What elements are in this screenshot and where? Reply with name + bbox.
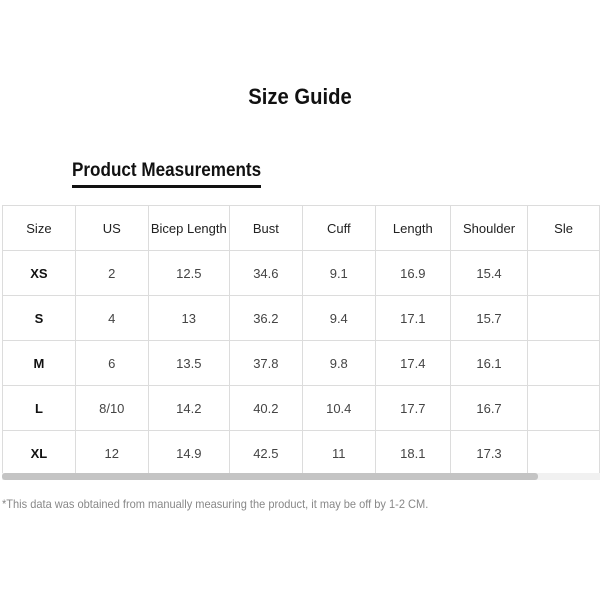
measurement-note: *This data was obtained from manually measuring the product, it may be off by 1-2 CM. xyxy=(2,497,429,511)
table-header-cell: Length xyxy=(375,206,450,251)
size-table-container[interactable] xyxy=(0,205,600,480)
table-cell: 10.4 xyxy=(302,386,375,431)
table-cell xyxy=(528,341,600,386)
table-cell: 4 xyxy=(75,296,148,341)
page-title: Size Guide xyxy=(248,84,352,109)
table-cell: 12.5 xyxy=(148,251,229,296)
table-cell: 6 xyxy=(75,341,148,386)
table-header-cell: Shoulder xyxy=(450,206,527,251)
table-cell: 17.3 xyxy=(450,431,527,476)
table-header-cell: Bicep Length xyxy=(148,206,229,251)
table-cell: 17.4 xyxy=(375,341,450,386)
table-cell xyxy=(528,431,600,476)
horizontal-scrollbar[interactable] xyxy=(2,473,600,480)
table-cell: 11 xyxy=(302,431,375,476)
size-label-cell: M xyxy=(3,341,76,386)
size-table xyxy=(2,205,600,476)
table-cell: 34.6 xyxy=(229,251,302,296)
table-header-cell: US xyxy=(75,206,148,251)
table-cell: 15.4 xyxy=(450,251,527,296)
table-cell xyxy=(528,251,600,296)
section-title: Product Measurements xyxy=(72,160,261,188)
table-header-row xyxy=(3,206,600,251)
table-cell: 42.5 xyxy=(229,431,302,476)
table-cell: 16.7 xyxy=(450,386,527,431)
table-cell: 16.1 xyxy=(450,341,527,386)
size-label-cell: XS xyxy=(3,251,76,296)
table-cell: 40.2 xyxy=(229,386,302,431)
table-cell: 16.9 xyxy=(375,251,450,296)
table-cell: 14.2 xyxy=(148,386,229,431)
size-label-cell: S xyxy=(3,296,76,341)
table-cell: 15.7 xyxy=(450,296,527,341)
table-header-cell: Bust xyxy=(229,206,302,251)
size-label-cell: XL xyxy=(3,431,76,476)
table-cell: 9.8 xyxy=(302,341,375,386)
size-label-cell: L xyxy=(3,386,76,431)
table-cell: 9.1 xyxy=(302,251,375,296)
table-row xyxy=(3,251,600,296)
table-cell: 13 xyxy=(148,296,229,341)
table-row xyxy=(3,386,600,431)
table-row xyxy=(3,296,600,341)
table-cell: 18.1 xyxy=(375,431,450,476)
table-cell: 14.9 xyxy=(148,431,229,476)
table-header-cell: Size xyxy=(3,206,76,251)
table-cell: 36.2 xyxy=(229,296,302,341)
table-cell xyxy=(528,296,600,341)
table-cell: 17.7 xyxy=(375,386,450,431)
scrollbar-thumb[interactable] xyxy=(2,473,538,480)
table-cell: 37.8 xyxy=(229,341,302,386)
table-row xyxy=(3,341,600,386)
table-cell: 8/10 xyxy=(75,386,148,431)
table-cell: 9.4 xyxy=(302,296,375,341)
table-header-cell: Cuff xyxy=(302,206,375,251)
table-row xyxy=(3,431,600,476)
table-cell: 12 xyxy=(75,431,148,476)
table-cell: 17.1 xyxy=(375,296,450,341)
table-cell: 13.5 xyxy=(148,341,229,386)
table-cell xyxy=(528,386,600,431)
table-header-cell: Sle xyxy=(528,206,600,251)
table-cell: 2 xyxy=(75,251,148,296)
